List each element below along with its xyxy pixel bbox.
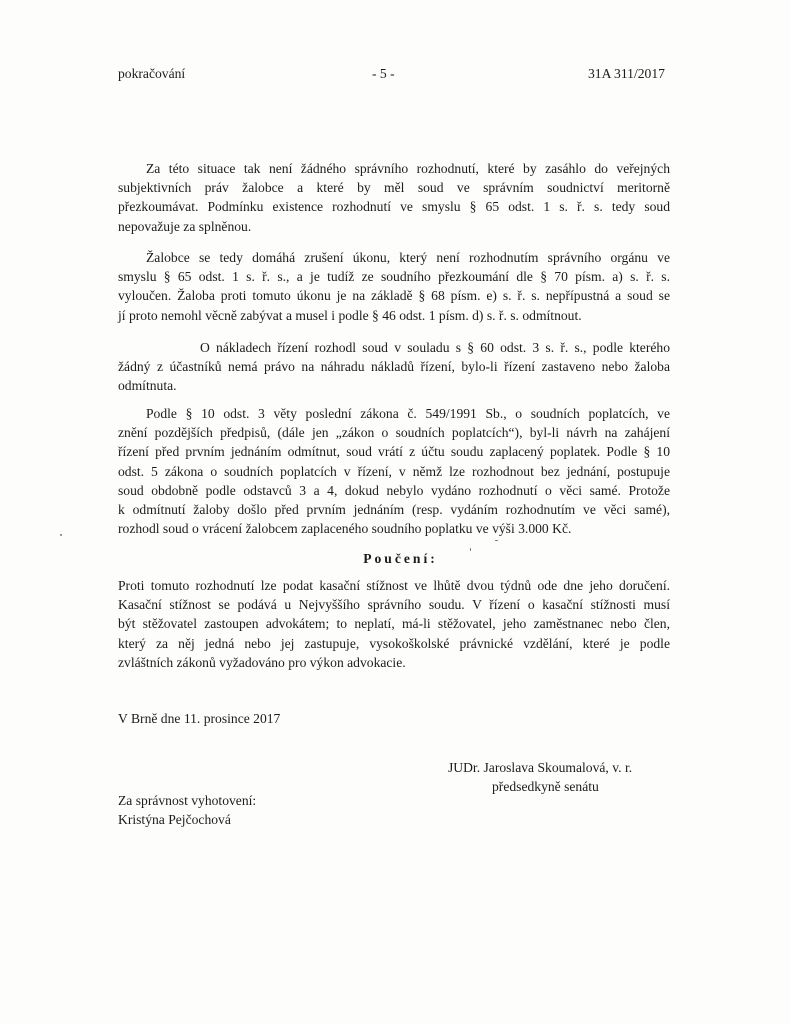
paragraph-line: zvláštních zákonů vyžadováno pro výkon advokacie. [118, 654, 406, 670]
correctness-name: Kristýna Pejčochová [118, 812, 231, 827]
paragraph-line: soud obdobně podle odstavců 3 a 4, dokud nebylo vydáno rozhodnutí o věci samé. Protože [118, 482, 670, 498]
signer-name: JUDr. Jaroslava Skoumalová, v. r. [448, 760, 633, 775]
paragraph-line: který za něj jedná nebo jej zastupuje, vysokoškolské právnické vzdělání, které je podle [118, 635, 670, 651]
paragraph-line: rozhodl soud o vrácení žalobcem zaplaceného soudního poplatku ve výši 3.000 Kč. [118, 521, 572, 537]
paragraph-line: přezkoumávat. Podmínku existence rozhodnutí ve smyslu § 65 odst. 1 s. ř. s. tedy soud [118, 199, 670, 215]
paragraph-line: znění pozdějších předpisů, (dále jen „zákon o soudních poplatcích“), byl-li návrh na zahájení [118, 425, 670, 441]
paragraph-line: Proti tomuto rozhodnutí lze podat kasační stížnost ve lhůtě dvou týdnů ode dne jeho doručení. [118, 578, 670, 593]
paragraph-line: jí proto nemohl věcně zabývat a musel i podle § 46 odst. 1 písm. d) s. ř. s. odmítnout. [118, 307, 582, 323]
paragraph-line: subjektivních práv žalobce a které by měl soud ve správním soudnictví meritorně [118, 180, 670, 196]
instruction-paragraph [118, 576, 670, 672]
scan-speck [60, 534, 62, 536]
case-number: 31A 311/2017 [588, 66, 665, 81]
paragraph-line: O nákladech řízení rozhodl soud v souladu s § 60 odst. 3 s. ř. s., podle kterého [200, 340, 670, 355]
paragraph-line: Žalobce se tedy domáhá zrušení úkonu, který není rozhodnutím správního orgánu ve [146, 250, 670, 265]
header-continuation: pokračování [118, 66, 186, 81]
paragraph-line: odst. 5 zákona o soudních poplatcích v řízení, v němž lze rozhodnout bez jednání, postupuje [118, 463, 670, 479]
correctness-label: Za správnost vyhotovení: [118, 793, 257, 808]
paragraph-line: žádný z účastníků nemá právo na náhradu nákladů řízení, bylo-li řízení zastaveno nebo žaloba [118, 359, 670, 375]
paragraph-2 [118, 248, 670, 325]
paragraph-line: Podle § 10 odst. 3 věty poslední zákona č. 549/1991 Sb., o soudních poplatcích, ve [146, 406, 670, 421]
paragraph-3 [118, 338, 670, 396]
scan-speck [470, 548, 471, 551]
instruction-heading: Poučení: [363, 551, 438, 566]
paragraph-line: k odmítnutí žaloby došlo před prvním jednáním (resp. vydáním rozhodnutím ve věci samé), [118, 502, 670, 518]
paragraph-line: nepovažuje za splněnou. [118, 218, 252, 234]
paragraph-line: Za této situace tak není žádného správního rozhodnutí, které by zasáhlo do veřejných [146, 161, 670, 176]
signer-role: předsedkyně senátu [492, 779, 599, 794]
paragraph-1 [118, 159, 670, 236]
paragraph-line: odmítnuta. [118, 378, 177, 394]
correctness-block [118, 791, 256, 829]
paragraph-line: řízení před prvním jednáním odmítnut, soud vrátí z účtu soudu zaplacený poplatek. Podle § 10 [118, 444, 670, 460]
signature-block [448, 758, 632, 796]
scan-speck [495, 540, 498, 541]
paragraph-line: vyloučen. Žaloba proti tomuto úkonu je na základě § 68 písm. e) s. ř. s. nepřípustná a soud se [118, 288, 670, 304]
paragraph-line: smyslu § 65 odst. 1 s. ř. s., a je tudíž ze soudního přezkoumání dle § 70 písm. a) s. ř. s. [118, 269, 670, 285]
date-place: V Brně dne 11. prosince 2017 [118, 711, 281, 726]
paragraph-line: Kasační stížnost se podává u Nejvyššího správního soudu. V řízení o kasační stížnosti musí [118, 597, 670, 613]
page-number: - 5 - [372, 66, 395, 81]
paragraph-line: být stěžovatel zastoupen advokátem; to neplatí, má-li stěžovatel, jeho zaměstnanec nebo člen, [118, 616, 670, 632]
paragraph-4 [118, 404, 670, 538]
